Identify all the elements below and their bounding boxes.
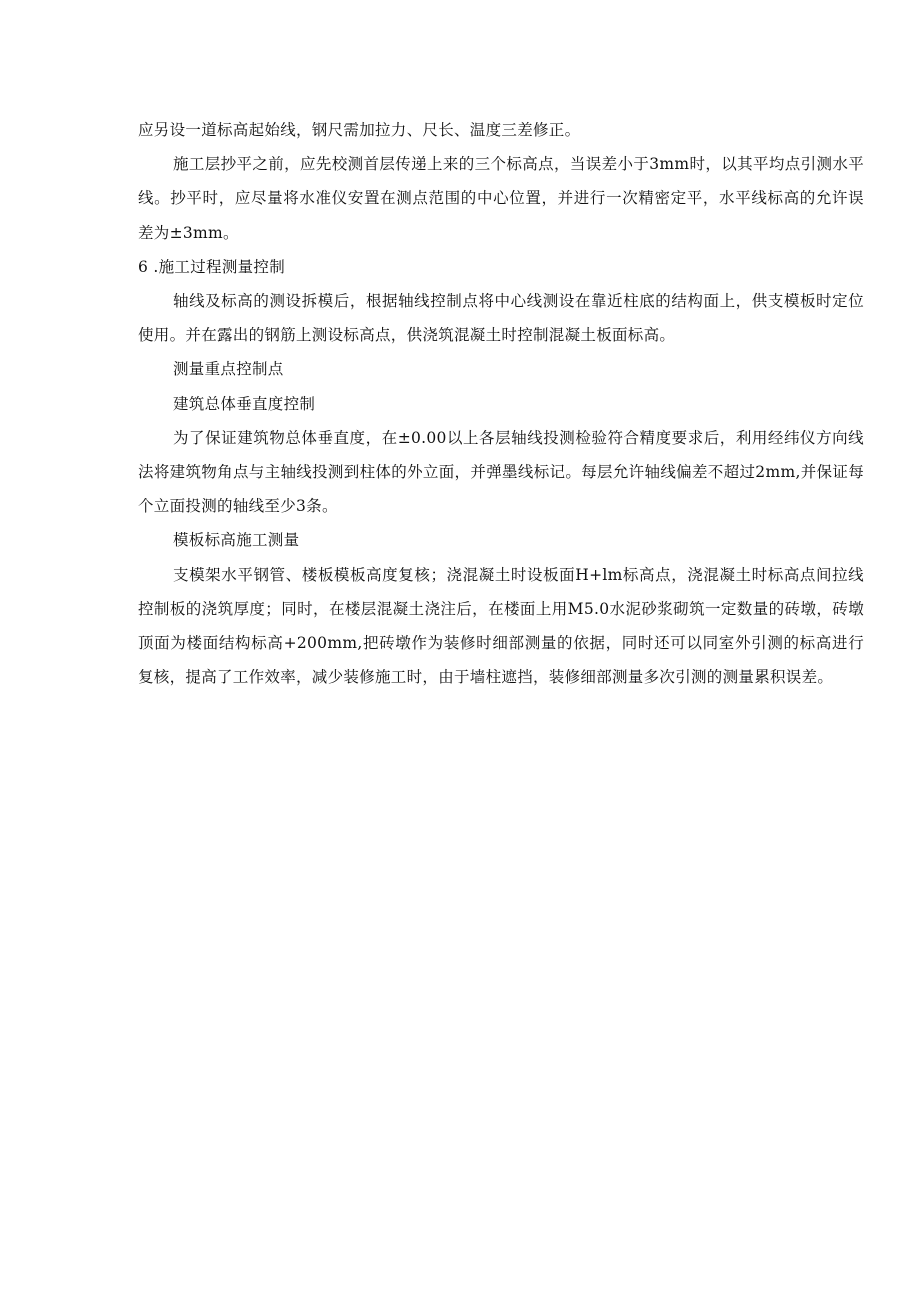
document-body xyxy=(138,113,864,694)
paragraph-formwork: 支模架水平钢管、楼板模板高度复核；浇混凝土时设板面H+lm标高点，浇混凝土时标高点间拉线控制板的浇筑厚度；同时，在楼层混凝土浇注后，在楼面上用M5.0水泥砂浆砌筑一定数量的砖墩，砖墩顶面为楼面结构标高+200mm,把砖墩作为装修时细部测量的依据，同时还可以同室外引测的标高进行复核，提高了工作效率，减少装修施工时，由于墙柱遮挡，装修细部测量多次引测的测量累积误差。 xyxy=(138,565,864,687)
section-heading-6: 6 .施工过程测量控制 xyxy=(138,257,286,276)
paragraph-axis-elevation: 轴线及标高的测设拆模后，根据轴线控制点将中心线测设在靠近柱底的结构面上，供支模板时定位使用。并在露出的钢筋上测设标高点，供浇筑混凝土时控制混凝土板面标高。 xyxy=(138,292,864,345)
paragraph-verticality: 为了保证建筑物总体垂直度，在±0.00以上各层轴线投测检验符合精度要求后，利用经纬仪方向线法将建筑物角点与主轴线投测到柱体的外立面，并弹墨线标记。每层允许轴线偏差不超过2mm,并保证每个立面投测的轴线至少3条。 xyxy=(138,428,864,516)
subheading-verticality-control: 建筑总体垂直度控制 xyxy=(173,394,316,413)
subheading-key-control-points: 测量重点控制点 xyxy=(173,360,284,379)
subheading-formwork-elevation: 模板标高施工测量 xyxy=(173,531,300,550)
paragraph-leveling: 施工层抄平之前，应先校测首层传递上来的三个标高点，当误差小于3mm时，以其平均点引测水平线。抄平时，应尽量将水准仪安置在测点范围的中心位置，并进行一次精密定平，水平线标高的允许误差为±3mm。 xyxy=(138,155,864,242)
paragraph-continuation: 应另设一道标高起始线，钢尺需加拉力、尺长、温度三差修正。 xyxy=(138,121,581,139)
